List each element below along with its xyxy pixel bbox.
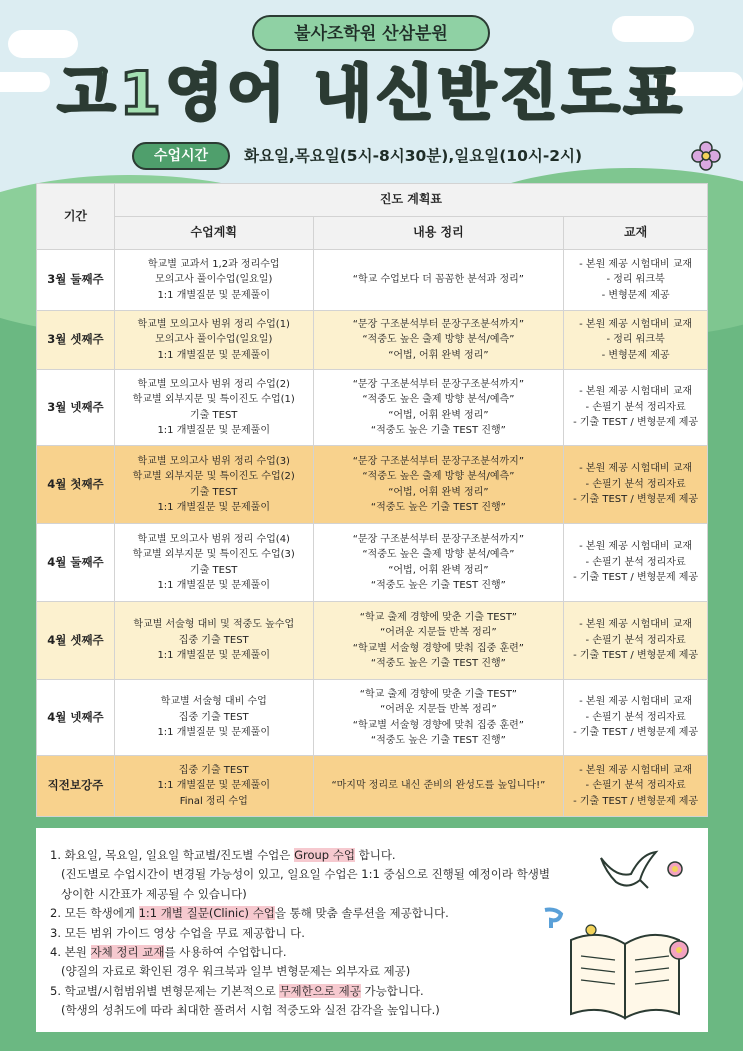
plan-cell-line: 1:1 개별질문 및 문제풀이 xyxy=(157,780,271,792)
plan-cell-line: 기출 TEST xyxy=(190,486,238,498)
period-header: 기간 xyxy=(37,184,115,250)
plan-cell-line: 집중 기출 TEST xyxy=(178,764,249,776)
plan-cell-line: 1:1 개별질문 및 문제풀이 xyxy=(157,349,271,361)
plan-cell-line: 학교별 외부지문 및 특이진도 수업(3) xyxy=(132,549,295,560)
note-text: 5. 학교별/시험범위별 변형문제는 기본적으로 xyxy=(50,983,280,998)
class-time-text: 화요일,목요일(5시-8시30분),일요일(10시-2시) xyxy=(244,147,583,165)
note-text: 4. 본원 xyxy=(50,945,91,959)
summary-cell-line: “어려운 지문들 반복 정리” xyxy=(380,627,497,638)
note-text: 을 통해 맞춤 솔루션을 제공합니다. xyxy=(274,906,449,921)
plan-cell xyxy=(114,311,313,370)
note-line xyxy=(50,846,396,865)
note-text: 를 사용하여 수업합니다. xyxy=(164,945,287,959)
book-cell xyxy=(564,370,708,446)
period-cell: 3월 넷째주 xyxy=(37,370,115,446)
summary-cell xyxy=(313,524,564,602)
plan-cell-line: 1:1 개별질문 및 문제풀이 xyxy=(157,580,271,591)
book-cell-line: - 기출 TEST / 변형문제 제공 xyxy=(573,494,699,506)
page-title: 고1영어 내신반진도표 xyxy=(57,59,686,129)
highlighted-text: 1:1 개별 질문(Clinic) 수업 xyxy=(138,906,275,921)
note-line xyxy=(50,904,449,923)
note-line xyxy=(50,962,410,981)
table-row xyxy=(37,602,708,680)
note-text: (양질의 자료로 확인된 경우 워크북과 일부 변형문제는 외부자료 제공) xyxy=(50,964,411,979)
book-cell-line: - 본원 제공 시험대비 교재 xyxy=(579,764,693,776)
book-cell xyxy=(564,446,708,524)
book-cell-line: - 기출 TEST / 변형문제 제공 xyxy=(573,572,699,584)
summary-cell-line: “어법, 어휘 완벽 정리” xyxy=(388,409,489,421)
summary-cell-line: “적중도 높은 기출 TEST 진행” xyxy=(370,502,506,513)
plan-cell xyxy=(114,370,313,446)
column-header-summary: 내용 정리 xyxy=(313,217,564,250)
book-cell xyxy=(564,756,708,817)
book-cell-line: - 손필기 분석 정리자료 xyxy=(585,556,686,568)
plan-cell-line: 1:1 개별질문 및 문제풀이 xyxy=(157,650,271,662)
plan-cell xyxy=(114,524,313,602)
book-cell xyxy=(564,680,708,756)
summary-cell-line: “문장 구조분석부터 문장구조분석까지” xyxy=(352,318,525,330)
note-text: 3. 모든 범위 가이드 영상 수업을 무료 제공합니 다. xyxy=(50,925,305,940)
summary-cell-line: “어법, 어휘 완벽 정리” xyxy=(388,349,489,361)
note-text: 가능합니다. xyxy=(360,983,424,998)
plan-cell-line: 학교별 외부지문 및 특이진도 수업(1) xyxy=(132,394,295,405)
summary-cell xyxy=(313,602,564,680)
plan-cell xyxy=(114,602,313,680)
table-row xyxy=(37,311,708,370)
book-cell-line: - 본원 제공 시험대비 교재 xyxy=(579,696,693,708)
plan-cell-line: Final 정리 수업 xyxy=(179,795,248,807)
plan-cell-line: 1:1 개별질문 및 문제풀이 xyxy=(157,289,271,301)
plan-cell xyxy=(114,680,313,756)
book-cell xyxy=(564,311,708,370)
table-row xyxy=(37,756,708,817)
summary-cell-line: “학교 출제 경향에 맞춘 기출 TEST” xyxy=(359,688,517,700)
table-row xyxy=(37,446,708,524)
book-cell-line: - 본원 제공 시험대비 교재 xyxy=(579,541,693,553)
table-row xyxy=(37,250,708,311)
plan-cell xyxy=(114,250,313,311)
book-cell-line: - 손필기 분석 정리자료 xyxy=(585,780,686,792)
table-row xyxy=(37,524,708,602)
highlighted-text: 자체 정리 교재 xyxy=(90,945,165,959)
summary-cell xyxy=(313,311,564,370)
note-line xyxy=(50,982,424,1001)
summary-cell xyxy=(313,446,564,524)
period-cell: 3월 셋째주 xyxy=(37,311,115,370)
notes-panel xyxy=(36,828,708,1032)
plan-cell-line: 집중 기출 TEST xyxy=(178,711,249,723)
summary-cell-line: “적중도 높은 기출 TEST 진행” xyxy=(370,425,506,436)
period-cell: 4월 셋째주 xyxy=(37,602,115,680)
note-text: 상이한 시간표가 제공될 수 있습니다) xyxy=(50,886,247,901)
book-cell xyxy=(564,250,708,311)
flower-icon xyxy=(664,858,686,880)
summary-cell-line: “학교 수업보다 더 꼼꼼한 분석과 정리” xyxy=(352,274,524,286)
summary-cell-line: “적중도 높은 출제 방향 분석/예측” xyxy=(362,334,515,346)
book-cell-line: - 기출 TEST / 변형문제 제공 xyxy=(573,727,699,739)
cloud-decoration xyxy=(8,30,78,58)
note-line xyxy=(50,943,287,962)
summary-cell-line: “적중도 높은 출제 방향 분석/예측” xyxy=(362,549,515,560)
plan-cell-line: 1:1 개별질문 및 문제풀이 xyxy=(157,425,271,436)
plan-cell-line: 학교별 모의고사 범위 정리 수업(1) xyxy=(137,318,290,330)
book-cell-line: - 손필기 분석 정리자료 xyxy=(585,711,686,723)
summary-cell-line: “마지막 정리로 내신 준비의 완성도를 높입니다!” xyxy=(331,780,546,792)
summary-cell-line: “문장 구조분석부터 문장구조분석까지” xyxy=(352,533,525,545)
summary-cell-line: “어법, 어휘 완벽 정리” xyxy=(388,486,489,498)
book-cell-line: - 본원 제공 시험대비 교재 xyxy=(579,619,693,631)
summary-cell-line: “적중도 높은 출제 방향 분석/예측” xyxy=(362,471,515,482)
book-cell-line: - 기출 TEST / 변형문제 제공 xyxy=(573,650,699,662)
highlighted-text: 무제한으로 제공 xyxy=(279,983,361,998)
column-header-plan: 수업계획 xyxy=(114,217,313,250)
summary-cell xyxy=(313,756,564,817)
plan-cell-line: 1:1 개별질문 및 문제풀이 xyxy=(157,727,271,739)
plan-group-header: 진도 계획표 xyxy=(114,184,707,217)
book-cell-line: - 본원 제공 시험대비 교재 xyxy=(579,463,693,475)
period-cell: 직전보강주 xyxy=(37,756,115,817)
plan-cell-line: 기출 TEST xyxy=(190,409,238,421)
flower-icon xyxy=(690,140,722,172)
note-line xyxy=(50,924,305,943)
plan-cell-line: 학교별 모의고사 범위 정리 수업(3) xyxy=(137,455,290,467)
note-text: 2. 모든 학생에게 xyxy=(50,906,139,921)
open-book-icon xyxy=(561,920,691,1024)
book-cell-line: - 손필기 분석 정리자료 xyxy=(585,634,686,646)
summary-cell xyxy=(313,370,564,446)
summary-cell-line: “문장 구조분석부터 문장구조분석까지” xyxy=(352,455,525,467)
table-row xyxy=(37,370,708,446)
book-cell-line: - 기출 TEST / 변형문제 제공 xyxy=(573,795,699,807)
plan-cell-line: 학교별 모의고사 범위 정리 수업(4) xyxy=(137,533,290,545)
plan-cell-line: 모의고사 풀이수업(일요일) xyxy=(155,274,273,286)
book-cell-line: - 정리 워크북 xyxy=(606,274,665,286)
plan-cell-line: 학교별 외부지문 및 특이진도 수업(2) xyxy=(132,471,295,482)
column-header-book: 교재 xyxy=(564,217,708,250)
academy-badge: 불사조학원 산삼분원 xyxy=(252,15,490,51)
summary-cell-line: “적중도 높은 기출 TEST 진행” xyxy=(370,658,506,669)
note-line xyxy=(50,885,247,904)
bird-icon xyxy=(596,848,666,896)
summary-cell-line: “어려운 지문들 반복 정리” xyxy=(380,704,497,715)
note-line xyxy=(50,1001,440,1020)
plan-cell-line: 집중 기출 TEST xyxy=(178,634,249,646)
summary-cell-line: “적중도 높은 기출 TEST 진행” xyxy=(370,580,506,591)
summary-cell-line: “문장 구조분석부터 문장구조분석까지” xyxy=(352,378,525,390)
period-cell: 4월 첫째주 xyxy=(37,446,115,524)
note-text: (진도별로 수업시간이 변경될 가능성이 있고, 일요일 수업은 1:1 중심으로 진행될 예정이라 학생별 xyxy=(50,867,550,882)
summary-cell xyxy=(313,250,564,311)
summary-cell-line: “적중도 높은 기출 TEST 진행” xyxy=(370,735,506,746)
plan-cell-line: 학교별 서술형 대비 및 적중도 높수업 xyxy=(133,619,295,631)
book-cell-line: - 본원 제공 시험대비 교재 xyxy=(579,318,693,330)
plan-cell xyxy=(114,756,313,817)
book-cell-line: - 본원 제공 시험대비 교재 xyxy=(579,386,693,398)
note-text: 합니다. xyxy=(354,848,396,862)
summary-cell-line: “학교 출제 경향에 맞춘 기출 TEST” xyxy=(359,611,517,623)
book-cell-line: - 본원 제공 시험대비 교재 xyxy=(579,258,693,270)
book-cell xyxy=(564,524,708,602)
plan-cell-line: 학교별 교과서 1,2과 정리수업 xyxy=(147,258,280,270)
time-label-badge: 수업시간 xyxy=(132,142,230,170)
period-cell: 3월 둘째주 xyxy=(37,250,115,311)
plan-cell xyxy=(114,446,313,524)
book-cell-line: - 기출 TEST / 변형문제 제공 xyxy=(573,417,699,429)
period-cell: 4월 둘째주 xyxy=(37,524,115,602)
note-text: 1. 화요일, 목요일, 일요일 학교별/진도별 수업은 xyxy=(50,848,295,862)
summary-cell-line: “학교별 서술형 경향에 맞춰 집중 훈련” xyxy=(352,642,524,654)
summary-cell-line: “학교별 서술형 경향에 맞춰 집중 훈련” xyxy=(352,719,524,731)
summary-cell-line: “어법, 어휘 완벽 정리” xyxy=(388,564,489,576)
schedule-table xyxy=(36,183,708,817)
highlighted-text: Group 수업 xyxy=(294,848,355,862)
book-cell-line: - 손필기 분석 정리자료 xyxy=(585,478,686,490)
book-cell xyxy=(564,602,708,680)
plan-cell-line: 학교별 서술형 대비 수업 xyxy=(160,696,267,708)
book-cell-line: - 변형문제 제공 xyxy=(601,289,670,301)
plan-cell-line: 기출 TEST xyxy=(190,564,238,576)
summary-cell xyxy=(313,680,564,756)
note-line xyxy=(50,865,550,884)
book-cell-line: - 변형문제 제공 xyxy=(601,349,670,361)
summary-cell-line: “적중도 높은 출제 방향 분석/예측” xyxy=(362,394,515,405)
plan-cell-line: 모의고사 풀이수업(일요일) xyxy=(155,334,273,346)
note-text: (학생의 성취도에 따라 최대한 풀려서 시험 적중도와 실전 감각을 높입니다.) xyxy=(50,1003,440,1018)
plan-cell-line: 학교별 모의고사 범위 정리 수업(2) xyxy=(137,378,290,390)
book-cell-line: - 손필기 분석 정리자료 xyxy=(585,401,686,413)
period-cell: 4월 넷째주 xyxy=(37,680,115,756)
plan-cell-line: 1:1 개별질문 및 문제풀이 xyxy=(157,502,271,513)
table-row xyxy=(37,680,708,756)
book-cell-line: - 정리 워크북 xyxy=(606,334,665,346)
cloud-decoration xyxy=(612,16,694,42)
